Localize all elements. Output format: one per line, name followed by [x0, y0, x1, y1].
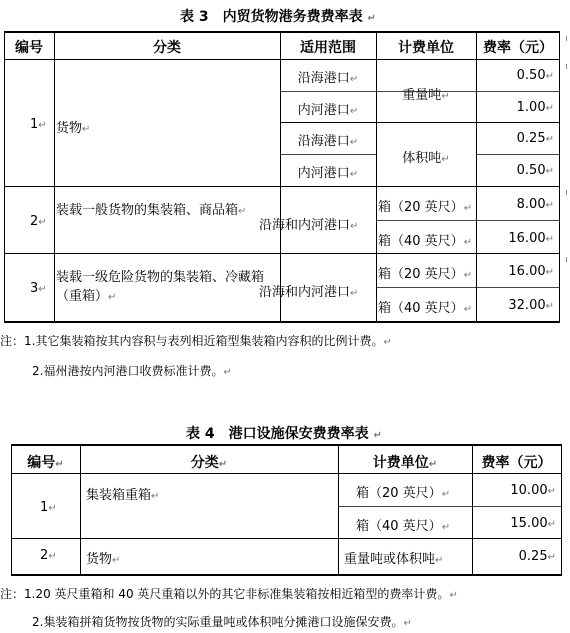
table3-header-scope: 适用范围	[300, 40, 356, 56]
table3-row3-scope: 沿海和内河港口 ↵	[259, 281, 358, 300]
table3-row1-scope-1: 沿海港口 ↵	[280, 67, 376, 86]
table3-row3-unit-1: 箱（20 英尺） ↵	[378, 263, 472, 282]
table4-row2-unit: 重量吨或体积吨 ↵	[344, 548, 443, 567]
table3-row1-scope-2: 内河港口 ↵	[280, 99, 376, 118]
table3-row1-no: 1 ↵	[30, 117, 47, 132]
table4-row1-category: 集装箱重箱 ↵	[86, 484, 159, 503]
table4-row1-rate-1: 10.00 ↵	[472, 483, 556, 498]
table3-note-1: 注：1.其它集装箱按其内容积与表列相近箱型集装箱内容积的比例计费。 ↵	[0, 332, 392, 349]
table3-header-rate: 费率（元）	[483, 40, 553, 56]
table4-header-no: 编号 ↵	[11, 452, 80, 472]
table3-row2-rate-2: 16.00 ↵	[476, 231, 554, 246]
table3-row1-rate-1: 0.50 ↵	[476, 68, 554, 83]
table3-row1-category: 货物 ↵	[56, 117, 90, 136]
table3-row3-category: 装载一级危险货物的集装箱、冷藏箱（重箱） ↵	[56, 268, 276, 307]
table3-row1-scope-4: 内河港口 ↵	[280, 162, 376, 181]
table3-note-2: 2.福州港按内河港口收费标准计费。 ↵	[32, 362, 232, 379]
paragraph-mark-icon	[368, 13, 376, 24]
table4-caption: 表 4 港口设施保安费费率表 ↵	[186, 423, 382, 443]
table3-row1-unit-1: 重量吨 ↵	[376, 84, 476, 103]
table3-row2-scope: 沿海和内河港口 ↵	[259, 214, 358, 233]
table3-row3-unit-2: 箱（40 英尺） ↵	[378, 297, 472, 316]
table4-row1-rate-2: 15.00 ↵	[472, 516, 556, 531]
table3-row2-no: 2 ↵	[30, 214, 47, 229]
table3-row3-rate-1: 16.00 ↵	[476, 264, 554, 279]
table3-row1-unit-2: 体积吨 ↵	[376, 147, 476, 166]
table3-row3-no: 3 ↵	[30, 281, 47, 296]
table4-row1-no: 1 ↵	[40, 500, 57, 515]
table3-row1-rate-3: 0.25 ↵	[476, 131, 554, 146]
table4-row2-no: 2 ↵	[40, 548, 57, 563]
table3-row3-rate-2: 32.00 ↵	[476, 298, 554, 313]
table4-row1-unit-2: 箱（40 英尺） ↵	[356, 515, 450, 534]
table3-row1-rate-2: 1.00 ↵	[476, 100, 554, 115]
table3-header-unit: 计费单位	[398, 40, 454, 56]
paragraph-mark-icon	[374, 430, 382, 441]
table4-header-unit: 计费单位 ↵	[338, 452, 472, 472]
table4-row1-unit-1: 箱（20 英尺） ↵	[356, 482, 450, 501]
table4-note-1: 注：1.20 英尺重箱和 40 英尺重箱以外的其它非标准集装箱按相近箱型的费率计费。 ↵	[0, 585, 458, 602]
table4-row2-category: 货物 ↵	[86, 548, 120, 567]
table3-row2-rate-1: 8.00 ↵	[476, 197, 554, 212]
table4-note-2: 2.集装箱拼箱货物按货物的实际重量吨或体积吨分摊港口设施保安费。 ↵	[32, 613, 412, 630]
table3-header-category: 分类	[153, 40, 181, 56]
table3-row1-rate-4: 0.50 ↵	[476, 163, 554, 178]
table3-row2-unit-2: 箱（40 英尺） ↵	[378, 230, 472, 249]
table4-header-rate: 费率（元）	[481, 455, 552, 471]
table3-caption: 表 3 内贸货物港务费费率表 ↵	[180, 6, 376, 26]
table3-header-no: 编号	[15, 40, 43, 56]
table3-row1-scope-3: 沿海港口 ↵	[280, 130, 376, 149]
table3-row2-unit-1: 箱（20 英尺） ↵	[378, 196, 472, 215]
table4-row2-rate: 0.25 ↵	[472, 549, 556, 564]
table3-row2-category: 装载一般货物的集装箱、商品箱 ↵	[56, 201, 276, 221]
table4-header-category: 分类 ↵	[80, 452, 338, 472]
